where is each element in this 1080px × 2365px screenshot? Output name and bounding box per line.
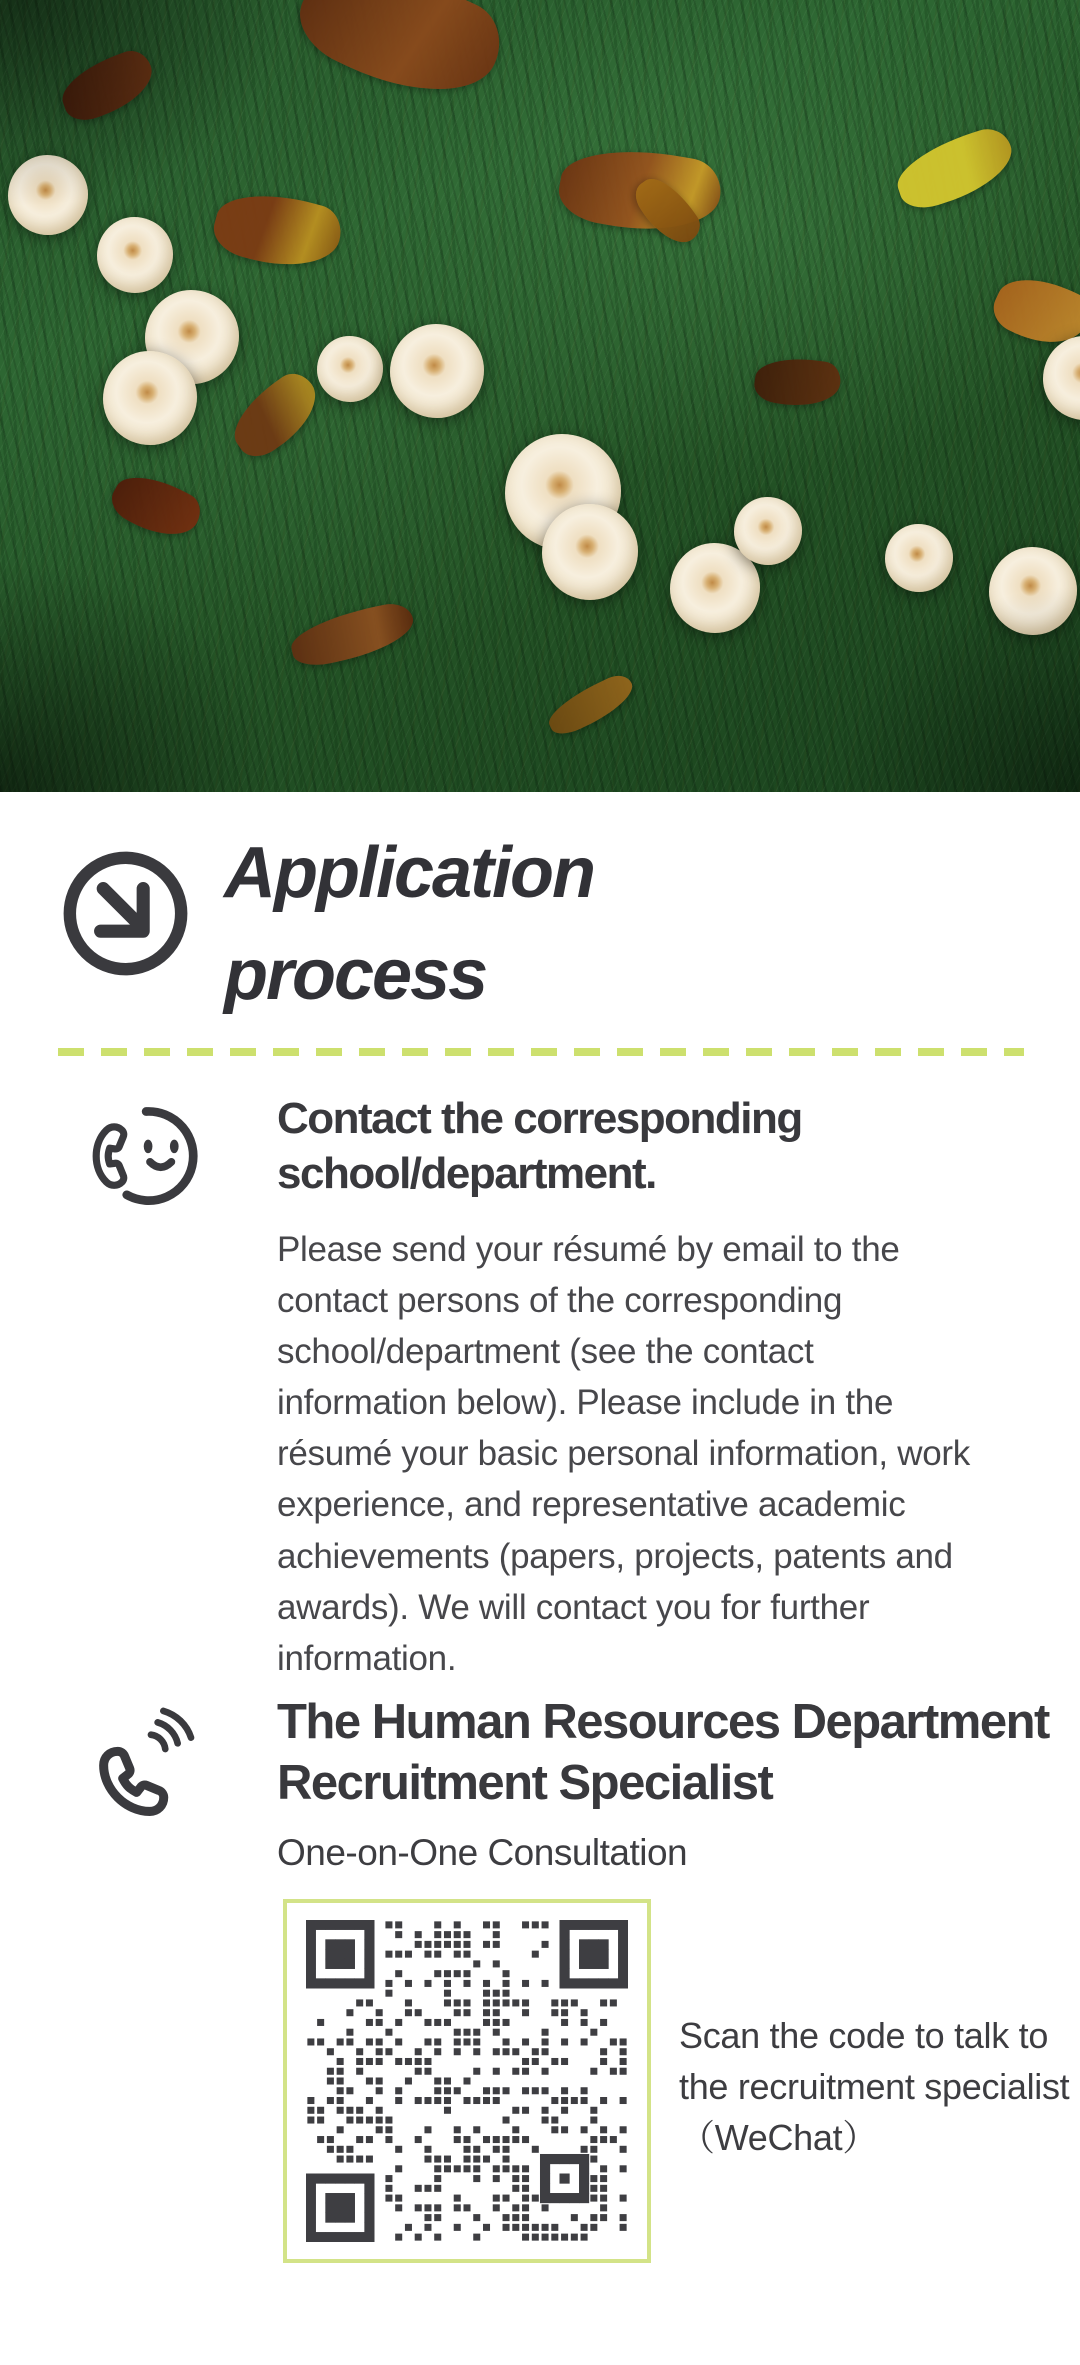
phone-ringing-icon bbox=[88, 1702, 212, 1840]
step2-subheading: One-on-One Consultation bbox=[277, 1832, 688, 1873]
page-title-line1: Application bbox=[224, 833, 594, 913]
qr-box bbox=[283, 1899, 651, 2263]
photo-vignette bbox=[0, 0, 1080, 792]
phone-smiley-face-icon bbox=[88, 1096, 214, 1222]
step1-body: Please send your résumé by email to the contact persons of the corresponding school/department (see the contact information below). Please include in the résumé your basic personal information, work experience, and representative academic achievements (papers, projects, patents and awards). We will contact you for further information. bbox=[277, 1230, 970, 1678]
page-title bbox=[224, 822, 594, 1026]
dashed-divider bbox=[58, 1048, 1024, 1056]
step1-heading: Contact the corresponding school/department. bbox=[277, 1094, 802, 1198]
arrow-down-right-circle-icon bbox=[60, 848, 191, 979]
wechat-qr-code bbox=[306, 1920, 628, 2242]
qr-caption: Scan the code to talk to the recruitment specialist（WeChat） bbox=[679, 2015, 1070, 2159]
step2-heading: The Human Resources Department Recruitment Specialist bbox=[277, 1695, 1049, 1810]
hero-photo bbox=[0, 0, 1080, 792]
page-title-line2: process bbox=[224, 935, 487, 1016]
